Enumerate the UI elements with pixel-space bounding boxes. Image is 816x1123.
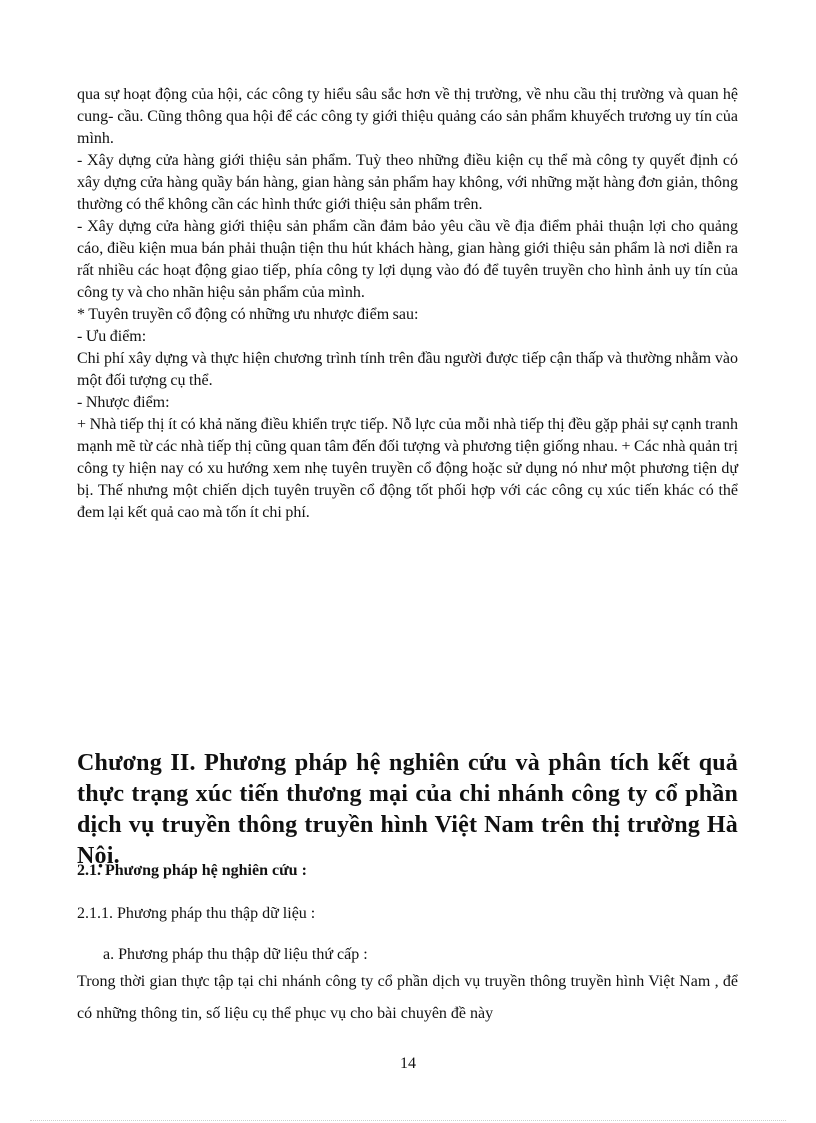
paragraph-4: * Tuyên truyền cổ động có những ưu nhược điểm sau: (77, 306, 419, 323)
subsection-heading: 2.1.1. Phương pháp thu thập dữ liệu : (77, 905, 316, 922)
paragraph-7: - Nhược điểm: (77, 394, 170, 411)
paragraph-3: - Xây dựng cửa hàng giới thiệu sản phẩm cần đảm bảo yêu cầu về địa điểm phải thuận lợi cho quảng cáo, điều kiện mua bán phải thuận tiện thu hút khách hàng, gian hàng giới thiệu sản phẩm là nơi diễn ra rất nhiều các hoạt động giao tiếp, phía công ty lợi dụng vào đó để tuyên truyền cho hình ảnh uy tín của công ty và cho nhãn hiệu sản phẩm của mình. (77, 218, 738, 301)
paragraph-2: - Xây dựng cửa hàng giới thiệu sản phẩm. Tuỳ theo những điều kiện cụ thể mà công ty quyết định có xây dựng cửa hàng quầy bán hàng, gian hàng sản phẩm hay không, với những mặt hàng đơn giản, thông thường có thể không cần các hình thức giới thiệu sản phẩm trên. (77, 152, 738, 213)
subsection-a-heading: a. Phương pháp thu thập dữ liệu thứ cấp : (103, 946, 368, 963)
chapter-title: Chương II. Phương pháp hệ nghiên cứu và phân tích kết quả thực trạng xúc tiến thương mại của chi nhánh công ty cổ phần dịch vụ truyền thông truyền hình Việt Nam trên thị trường Hà Nội. (77, 750, 738, 869)
section-heading: 2.1. Phương pháp hệ nghiên cứu : (77, 862, 307, 879)
paragraph-6: Chi phí xây dựng và thực hiện chương trình tính trên đầu người được tiếp cận thấp và thường nhằm vào một đối tượng cụ thể. (77, 350, 738, 389)
paragraph-1: qua sự hoạt động của hội, các công ty hiểu sâu sắc hơn về thị trường, về nhu cầu thị trường và quan hệ cung- cầu. Cũng thông qua hội để các công ty giới thiệu quảng cáo sản phẩm khuyếch trương uy tín của mình. (77, 86, 738, 147)
body-text-top (77, 84, 738, 524)
body-paragraph: Trong thời gian thực tập tại chi nhánh công ty cổ phần dịch vụ truyền thông truyền hình Việt Nam , để có những thông tin, số liệu cụ thể phục vụ cho bài chuyên đề này (77, 973, 738, 1022)
page-number: 14 (400, 1055, 416, 1072)
paragraph-8: + Nhà tiếp thị ít có khả năng điều khiển trực tiếp. Nỗ lực của mỗi nhà tiếp thị đều gặp phải sự cạnh tranh mạnh mẽ từ các nhà tiếp thị cũng quan tâm đến đối tượng và phương tiện giống nhau. + Các nhà quản trị công ty hiện nay có xu hướng xem nhẹ tuyên truyền cổ động hoặc sử dụng nó như một phương tiện dự bị. Thế nhưng một chiến dịch tuyên truyền cổ động tốt phối hợp với các công cụ xúc tiến khác có thể đem lại kết quả cao mà tốn ít chi phí. (77, 416, 738, 521)
paragraph-5: - Ưu điểm: (77, 328, 147, 345)
page-divider (30, 1120, 786, 1121)
